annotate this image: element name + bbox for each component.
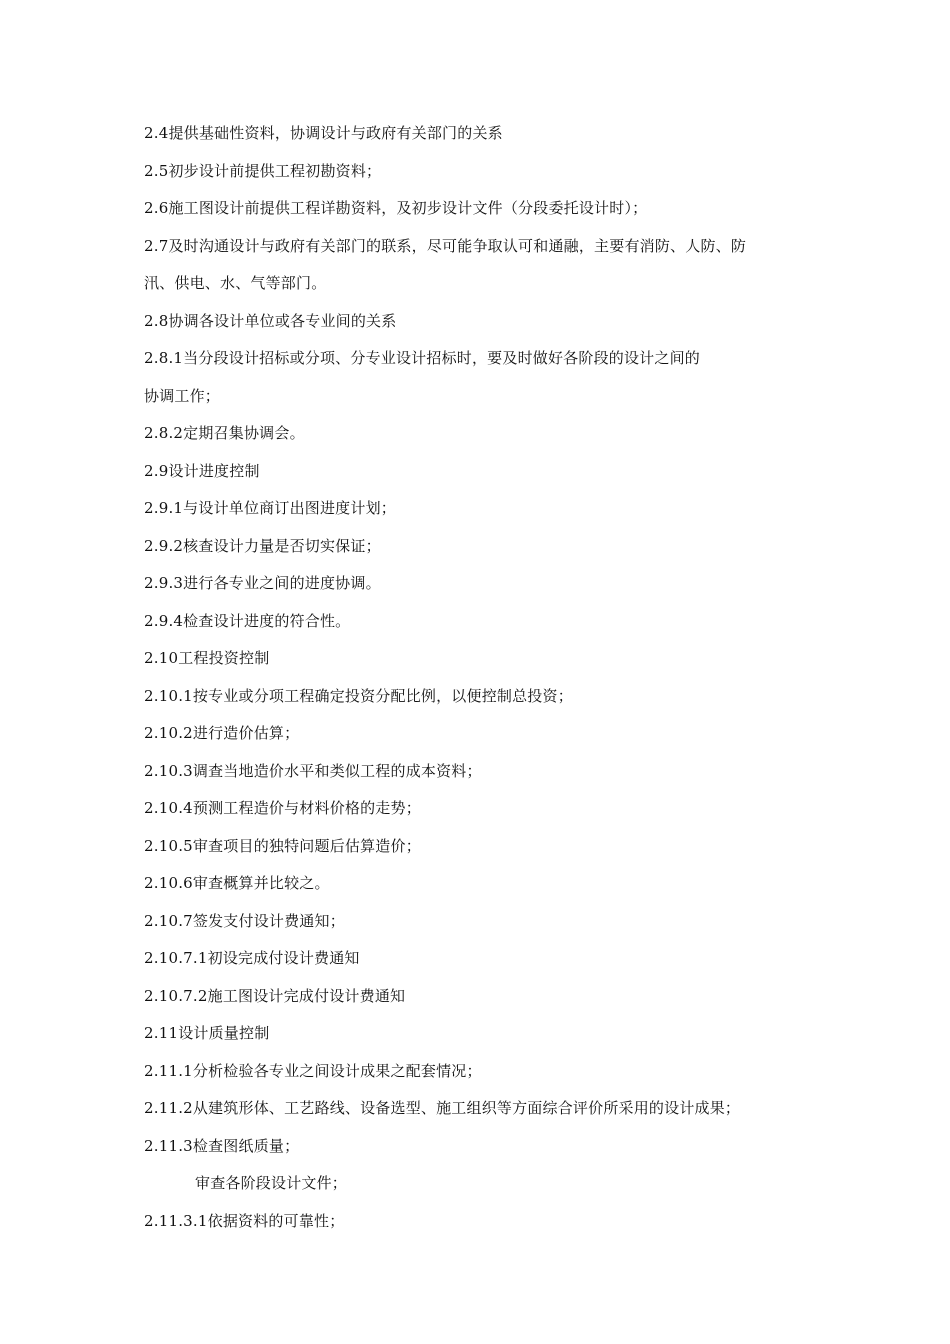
paragraph-2-11-2: 2.11.2从建筑形体、工艺路线、设备选型、施工组织等方面综合评价所采用的设计成果； — [144, 1099, 741, 1117]
paragraph-2-6: 2.6施工图设计前提供工程详勘资料，及初步设计文件（分段委托设计时）； — [144, 199, 648, 217]
paragraph-2-11-3-1: 2.11.3.1依据资料的可靠性； — [144, 1212, 345, 1230]
heading-2-11: 2.11设计质量控制 — [144, 1024, 270, 1042]
paragraph-2-11-3: 2.11.3检查图纸质量； — [144, 1137, 300, 1155]
paragraph-2-5: 2.5初步设计前提供工程初勘资料； — [144, 162, 382, 180]
paragraph-2-10-1: 2.10.1按专业或分项工程确定投资分配比例，以便控制总投资； — [144, 687, 573, 705]
paragraph-2-4: 2.4提供基础性资料，协调设计与政府有关部门的关系 — [144, 124, 503, 142]
paragraph-2-7-continued: 汛、供电、水、气等部门。 — [144, 274, 327, 292]
heading-2-8: 2.8协调各设计单位或各专业间的关系 — [144, 312, 397, 330]
paragraph-2-8-2: 2.8.2定期召集协调会。 — [144, 424, 305, 442]
paragraph-2-8-1-continued: 协调工作； — [144, 387, 221, 405]
paragraph-2-11-1: 2.11.1分析检验各专业之间设计成果之配套情况； — [144, 1062, 482, 1080]
paragraph-2-10-3: 2.10.3调查当地造价水平和类似工程的成本资料； — [144, 762, 482, 780]
paragraph-2-10-4: 2.10.4预测工程造价与材料价格的走势； — [144, 799, 421, 817]
paragraph-2-9-2: 2.9.2核查设计力量是否切实保证； — [144, 537, 381, 555]
paragraph-2-10-6: 2.10.6审查概算并比较之。 — [144, 874, 330, 892]
heading-2-9: 2.9设计进度控制 — [144, 462, 260, 480]
paragraph-2-10-7: 2.10.7签发支付设计费通知； — [144, 912, 345, 930]
paragraph-2-10-7-2: 2.10.7.2施工图设计完成付设计费通知 — [144, 987, 406, 1005]
paragraph-2-10-2: 2.10.2进行造价估算； — [144, 724, 300, 742]
paragraph-2-9-1: 2.9.1与设计单位商订出图进度计划； — [144, 499, 396, 517]
paragraph-2-10-7-1: 2.10.7.1初设完成付设计费通知 — [144, 949, 360, 967]
paragraph-2-7: 2.7及时沟通设计与政府有关部门的联系，尽可能争取认可和通融，主要有消防、人防、防 — [144, 237, 747, 255]
paragraph-2-10-5: 2.10.5审查项目的独特问题后估算造价； — [144, 837, 421, 855]
paragraph-2-8-1: 2.8.1当分段设计招标或分项、分专业设计招标时，要及时做好各阶段的设计之间的 — [144, 349, 700, 367]
heading-2-10: 2.10工程投资控制 — [144, 649, 270, 667]
paragraph-2-9-3: 2.9.3进行各专业之间的进度协调。 — [144, 574, 381, 592]
paragraph-review-stages: 审查各阶段设计文件； — [195, 1174, 348, 1192]
paragraph-2-9-4: 2.9.4检查设计进度的符合性。 — [144, 612, 351, 630]
